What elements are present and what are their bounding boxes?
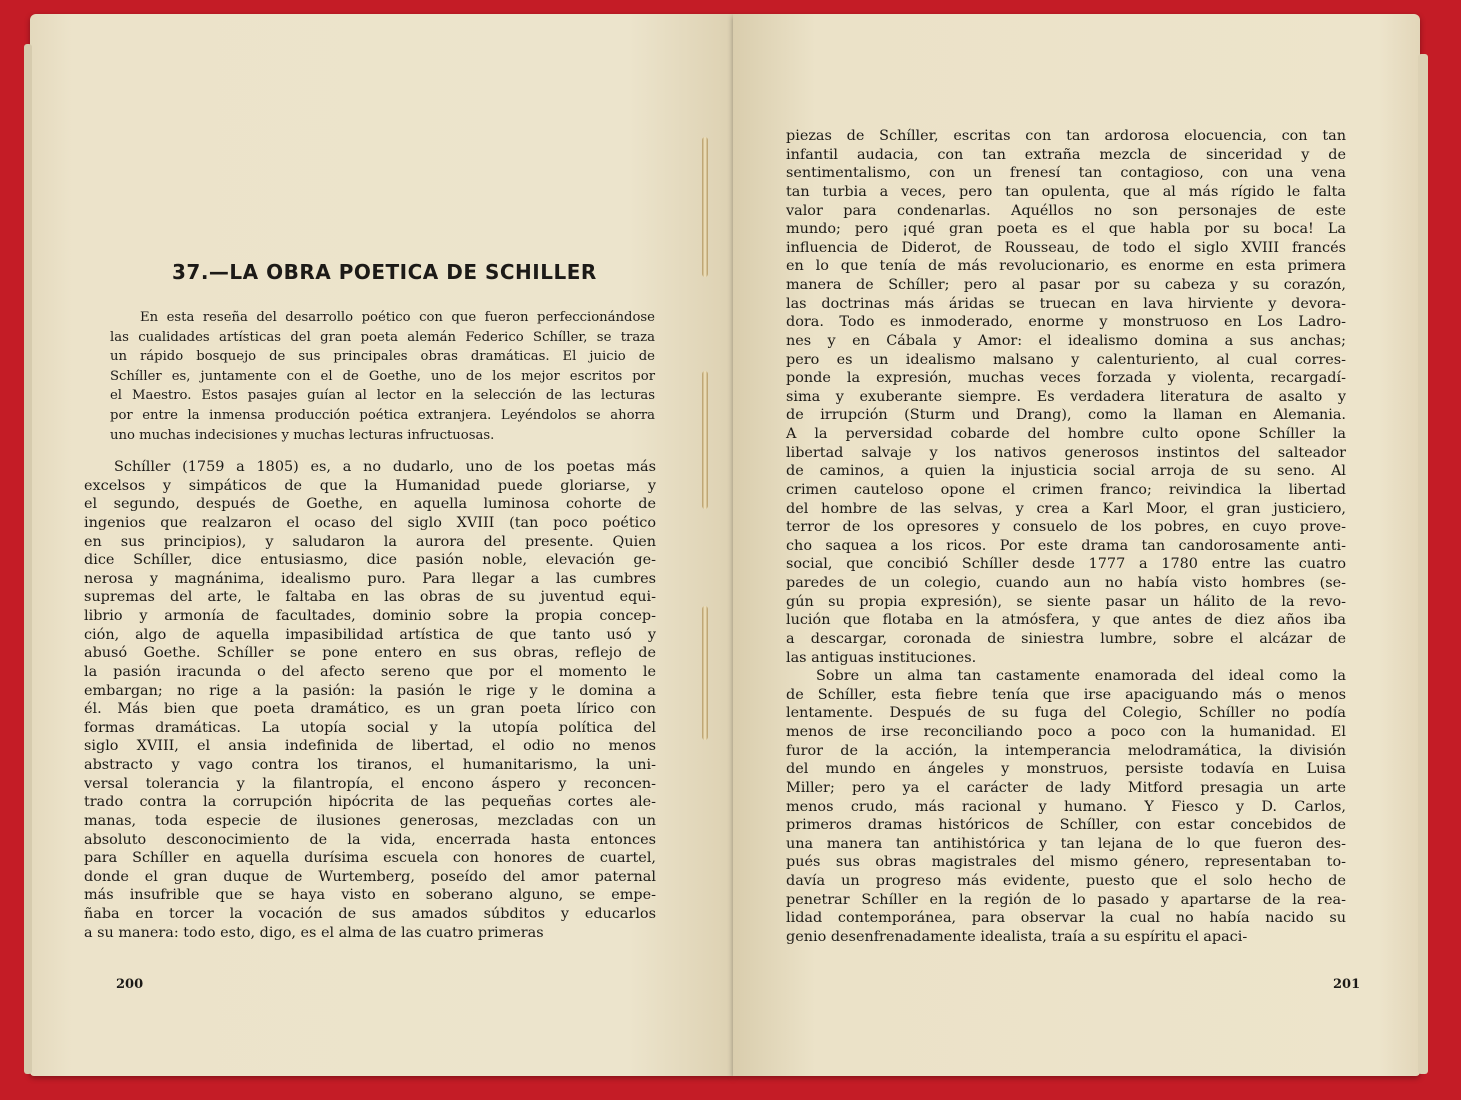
binding-stitch: [702, 137, 708, 277]
text-line: sentimentalismo, con un frenesí tan contagioso, con una vena: [786, 165, 1346, 182]
text-line: valor para condenarlas. Aquéllos no son personajes de este: [786, 202, 1346, 219]
text-line: nerosa y magnánima, idealismo puro. Para llegar a las cumbres: [84, 570, 656, 587]
text-line: siglo XVIII, el ansia indefinida de libertad, el odio no menos: [84, 738, 656, 755]
text-line: social, que concibió Schíller desde 1777 a 1780 entre las cuatro: [786, 556, 1346, 573]
text-line: dice Schíller, dice entusiasmo, dice pasión noble, elevación ge-: [84, 552, 656, 569]
text-line: dora. Todo es inmoderado, enorme y monstruoso en Los Ladro-: [786, 314, 1346, 331]
text-line: de irrupción (Sturm und Drang), como la llaman en Alemania.: [786, 407, 1346, 424]
text-line: en sus principios), y saludaron la aurora del presente. Quien: [84, 533, 656, 550]
text-line: del hombre de las selvas, y crea a Karl Moor, el gran justiciero,: [786, 500, 1346, 517]
text-line: ción, algo de aquella impasibilidad artística de que tanto usó y: [84, 626, 656, 643]
chapter-title: 37.—LA OBRA POETICA DE SCHILLER: [172, 260, 597, 284]
text-line: terror de los opresores y consuelo de los pobres, en cuyo prove-: [786, 519, 1346, 536]
text-line: sima y exuberante siempre. Es verdadera literatura de asalto y: [786, 388, 1346, 405]
text-line: Miller; pero ya el carácter de lady Mitford presagia un arte: [786, 779, 1346, 796]
text-line: gún su propia expresión), se siente pasar un hálito de la revo-: [786, 593, 1346, 610]
text-line: absoluto desconocimiento de la vida, encerrada hasta entonces: [84, 831, 656, 848]
text-line: librio y armonía de facultades, dominio sobre la propia concep-: [84, 608, 656, 624]
text-line: una manera tan antihistórica y tan lejana de lo que fueron des-: [786, 835, 1346, 852]
text-line: davía un progreso más evidente, puesto que el solo hecho de: [786, 873, 1346, 889]
text-line: Schíller es, juntamente con el de Goethe, uno de los mejor escritos por: [110, 368, 655, 384]
text-line: menos de irse reconciliando poco a poco con la humanidad. El: [786, 724, 1346, 740]
text-line: lidad contemporánea, para observar la cual no había nacido su: [786, 910, 1346, 927]
text-line: supremas del arte, le faltaba en las obras de su juventud equi-: [84, 589, 656, 606]
text-line: de caminos, a quien la injusticia social arroja de su seno. Al: [786, 463, 1346, 480]
text-line: ingenios que realzaron el ocaso del siglo XVIII (tan poco poético: [84, 514, 656, 531]
text-line: mundo; pero ¡qué gran poeta es el que habla por su boca! La: [786, 221, 1346, 238]
text-line: las doctrinas más áridas se truecan en lava hirviente y devora-: [786, 295, 1346, 312]
text-line: primeros dramas históricos de Schíller, con estar concebidos de: [786, 817, 1346, 834]
text-line: formas dramáticas. La utopía social y la utopía política del: [84, 719, 656, 736]
text-line: él. Más bien que poeta dramático, es un gran poeta lírico con: [84, 701, 656, 718]
right-body-text: [786, 127, 1346, 947]
text-line: crimen cauteloso opone el crimen franco; reivindica la libertad: [786, 481, 1346, 498]
text-line: las antiguas instituciones.: [786, 649, 977, 666]
text-line: nes y en Cábala y Amor: el idealismo domina a sus anchas;: [786, 332, 1346, 349]
text-line: por entre la inmensa producción poética extranjera. Leyéndolos se ahorra: [110, 407, 655, 423]
text-line: furor de la acción, la intemperancia melodramática, la división: [786, 742, 1346, 759]
binding-stitch: [702, 371, 708, 509]
text-line: a descargar, coronada de siniestra lumbre, sobre el alcázar de: [786, 630, 1346, 647]
binding-stitch: [702, 606, 708, 740]
text-line: pero es un idealismo malsano y calenturiento, al cual corres-: [786, 351, 1346, 368]
text-line: menos crudo, más racional y humano. Y Fiesco y D. Carlos,: [786, 798, 1346, 815]
text-line: lentamente. Después de su fuga del Colegio, Schíller no podía: [786, 705, 1346, 722]
text-line: más insufrible que se haya visto en soberano alguno, se empe-: [84, 887, 656, 904]
text-line: excelsos y simpáticos de que la Humanidad puede gloriarse, y: [84, 477, 656, 494]
text-line: paredes de un colegio, cuando aun no había visto hombres (se-: [786, 575, 1346, 591]
text-line: manera de Schíller; pero al pasar por su cabeza y su corazón,: [786, 277, 1346, 293]
text-line: piezas de Schíller, escritas con tan ardorosa elocuencia, con tan: [786, 128, 1346, 144]
text-line: a su manera: todo esto, digo, es el alma de las cuatro primeras: [84, 924, 544, 941]
text-line: libertad salvaje y los nativos generosos instintos del salteador: [786, 444, 1346, 461]
text-line: donde el gran duque de Wurtemberg, poseído del amor paternal: [84, 868, 656, 885]
text-line: de Schíller, esta fiebre tenía que irse apaciguando más o menos: [786, 686, 1346, 703]
text-line: manas, toda especie de ilusiones generosas, mezcladas con un: [84, 812, 656, 829]
text-line: influencia de Diderot, de Rousseau, de todo el siglo XVIII francés: [786, 239, 1346, 256]
text-line: el segundo, después de Goethe, en aquella luminosa cohorte de: [84, 496, 656, 513]
text-line: penetrar Schíller en la región de lo pasado y apartarse de la rea-: [786, 891, 1346, 908]
text-line: infantil audacia, con tan extraña mezcla de sinceridad y de: [786, 146, 1346, 163]
page-number-right: 201: [1333, 977, 1361, 992]
text-line: el Maestro. Estos pasajes guían al lector en la selección de las lecturas: [110, 388, 655, 404]
text-line: tan turbia a veces, pero tan opulenta, que al más rígido le falta: [786, 183, 1346, 200]
text-line: trado contra la corrupción hipócrita de las pequeñas cortes ale-: [84, 794, 656, 811]
text-line: para Schíller en aquella durísima escuela con honores de cuartel,: [84, 850, 656, 867]
text-line: cho saquea a los ricos. Por este drama tan candorosamente anti-: [786, 537, 1346, 554]
text-line: ponde la expresión, muchas veces forzada y violenta, recargadí-: [786, 370, 1346, 387]
text-line: lución que flotaba en la atmósfera, y que antes de diez años iba: [786, 612, 1346, 629]
text-line: Sobre un alma tan castamente enamorada del ideal como la: [816, 668, 1346, 685]
text-line: abusó Goethe. Schíller se pone entero en sus obras, reflejo de: [84, 645, 656, 662]
text-line: un rápido bosquejo de sus principales obras dramáticas. El juicio de: [110, 349, 655, 365]
text-line: En esta reseña del desarrollo poético con que fueron perfeccionándose: [140, 310, 655, 325]
text-line: genio desenfrenadamente idealista, traía a su espíritu el apaci-: [786, 928, 1248, 945]
text-line: versal tolerancia y la filantropía, el encono áspero y reconcen-: [84, 775, 656, 792]
left-body-text: [84, 458, 656, 942]
page-edges-right: [1418, 54, 1428, 1074]
text-line: en lo que tenía de más revolucionario, es enorme en esta primera: [786, 258, 1346, 275]
text-line: abstracto y vago contra los tiranos, el humanitarismo, la uni-: [84, 757, 656, 773]
text-line: embargan; no rige a la pasión: la pasión le rige y le domina a: [84, 682, 656, 699]
text-line: las cualidades artísticas del gran poeta alemán Federico Schíller, se traza: [110, 329, 655, 345]
text-line: pués sus obras magistrales del mismo género, representaban to-: [786, 854, 1346, 871]
text-line: del mundo en ángeles y monstruos, persiste todavía en Luisa: [786, 761, 1346, 778]
page-edges-left: [24, 44, 32, 1074]
page-number-left: 200: [116, 977, 144, 992]
text-line: A la perversidad cobarde del hombre culto opone Schíller la: [786, 426, 1346, 442]
text-line: Schíller (1759 a 1805) es, a no dudarlo, uno de los poetas más: [114, 459, 656, 475]
chapter-intro: [110, 308, 655, 445]
text-line: ñaba en torcer la vocación de sus amados súbditos y educarlos: [84, 906, 656, 922]
text-line: uno muchas indecisiones y muchas lecturas infructuosas.: [110, 427, 495, 443]
text-line: la pasión iracunda o del afecto sereno que por el momento le: [84, 663, 656, 680]
